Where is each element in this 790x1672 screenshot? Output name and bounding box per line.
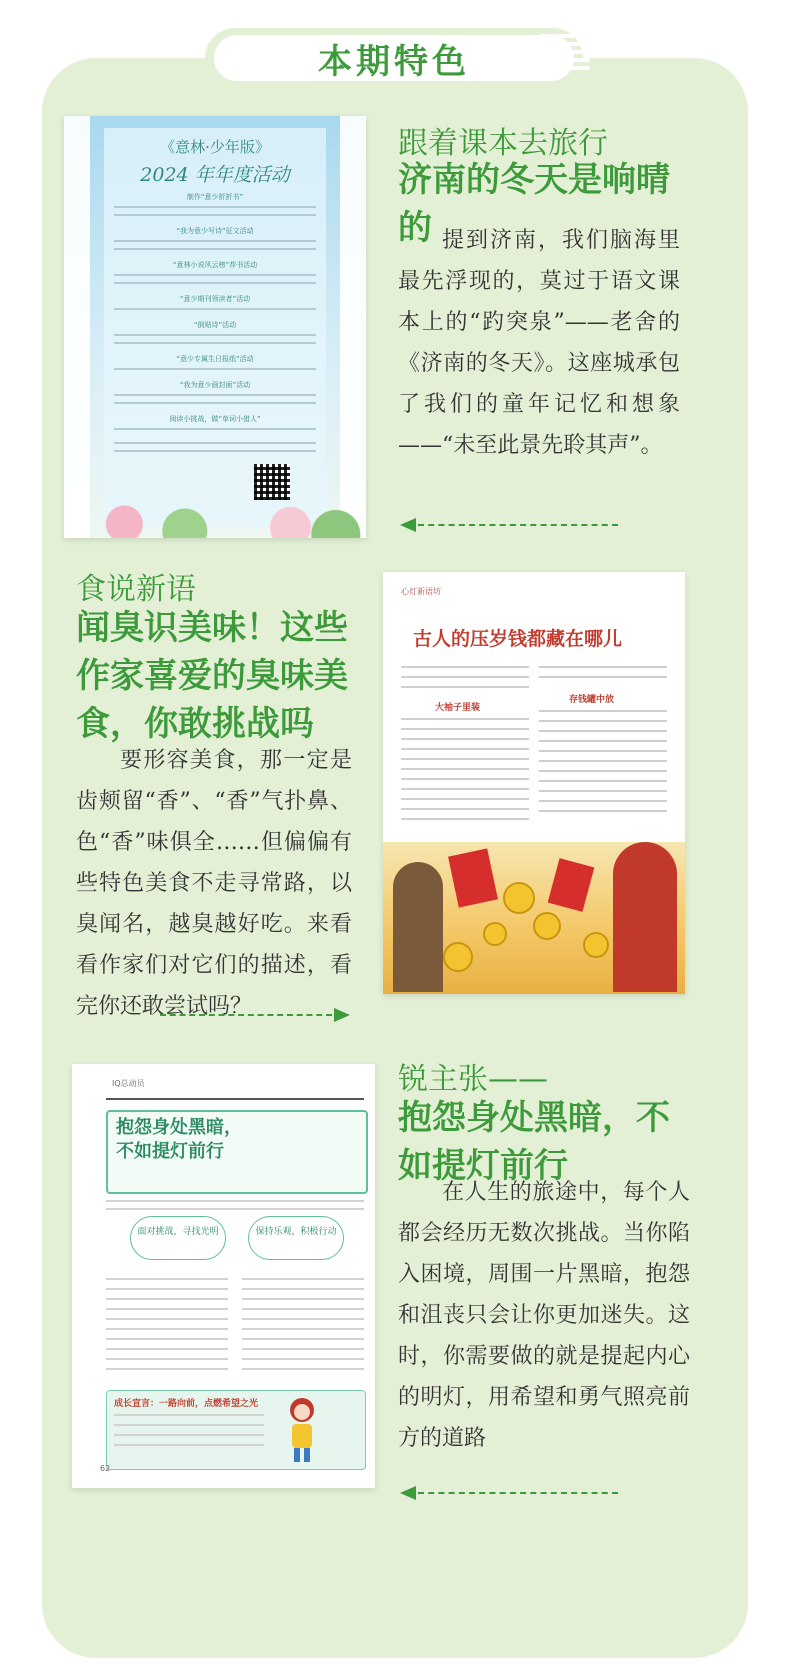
text-line (539, 740, 667, 742)
poster-item: 制作“意少折折书” (186, 193, 244, 201)
poster-text-line (114, 274, 316, 276)
page3-title (116, 1116, 242, 1164)
text-line (242, 1278, 364, 1280)
text-line (539, 750, 667, 752)
text-line (114, 1424, 264, 1426)
text-line (242, 1308, 364, 1310)
poster-item: “倒贴诗”活动 (193, 321, 237, 329)
text-line (401, 686, 529, 688)
section2-kicker: 食说新语 (76, 572, 196, 607)
text-line (114, 1414, 264, 1416)
coin-icon (443, 942, 473, 972)
section3-kicker: 锐主张—— (398, 1062, 548, 1097)
coin-icon (583, 932, 609, 958)
text-line (539, 710, 667, 712)
text-line (242, 1348, 364, 1350)
text-line (242, 1338, 364, 1340)
text-line (401, 818, 529, 820)
text-line (106, 1208, 364, 1210)
arrow-right-icon[interactable] (160, 1008, 350, 1022)
title-pill (214, 35, 574, 81)
poster-text-line (114, 240, 316, 242)
text-line (539, 666, 667, 668)
text-line (106, 1098, 364, 1100)
section3-body: 在人生的旅途中，每个人都会经历无数次挑战。当你陷入困境，周围一片黑暗，抱怨和沮丧只会让你更加迷失。这时，你需要做的就是提起内心的明灯，用希望和勇气照亮前方的道路 (398, 1180, 690, 1451)
text-line (242, 1368, 364, 1370)
text-line (106, 1368, 228, 1370)
poster-item: “我为意少写诗”征文活动 (176, 227, 254, 235)
text-line (106, 1278, 228, 1280)
poster-text-line (114, 342, 316, 344)
arrow-left-icon[interactable] (400, 1486, 620, 1500)
magazine-header: 心灯新语坊 (401, 587, 441, 596)
magazine-image[interactable] (383, 572, 685, 994)
text-line (401, 778, 529, 780)
arrow-left-icon[interactable] (400, 518, 620, 532)
text-line (539, 790, 667, 792)
figure-illustration (393, 862, 443, 992)
coin-icon (483, 922, 507, 946)
poster-item: 阅读小挑战，做“单词小猎人” (169, 415, 261, 423)
text-line (114, 1444, 264, 1446)
text-line (106, 1338, 228, 1340)
text-line (401, 798, 529, 800)
text-line (106, 1348, 228, 1350)
text-line (242, 1318, 364, 1320)
text-line (539, 720, 667, 722)
magazine-page-image[interactable] (72, 1064, 375, 1488)
poster-text-line (114, 402, 316, 404)
text-line (114, 1434, 264, 1436)
section2-body: 要形容美食，那一定是齿颊留“香”、“香”气扑鼻、色“香”味俱全……但偏偏有些特色美食不走寻常路，以臭闻名，越臭越好吃。来看看作家们对它们的描述，看完你还敢尝试吗？ (76, 748, 352, 1019)
girl-with-flower-icon (280, 1394, 324, 1464)
poster-text-line (114, 450, 316, 452)
text-line (401, 808, 529, 810)
god-of-wealth-illustration (613, 842, 677, 992)
text-line (539, 676, 667, 678)
text-line (401, 718, 529, 720)
text-line (401, 738, 529, 740)
text-line (401, 758, 529, 760)
poster-item: “我为意少画封面”活动 (179, 381, 251, 389)
poster-image[interactable] (64, 116, 366, 538)
new-year-illustration (383, 842, 685, 994)
text-line (106, 1308, 228, 1310)
poster-text-line (114, 442, 316, 444)
section2-headline[interactable]: 闻臭识美味！这些作家喜爱的臭味美食，你敢挑战吗 (76, 608, 348, 744)
text-line (106, 1328, 228, 1330)
poster-text-line (114, 428, 316, 430)
section1-headline[interactable]: 济南的冬天是响晴的 (398, 160, 670, 248)
text-line (401, 676, 529, 678)
text-line (106, 1318, 228, 1320)
text-line (401, 666, 529, 668)
page3-bubble-left: 面对挑战，寻找光明 (130, 1216, 226, 1260)
poster-text-line (114, 206, 316, 208)
text-line (539, 730, 667, 732)
qr-code-icon (254, 464, 290, 500)
page3-title-line2: 不如提灯前行 (116, 1141, 224, 1162)
page3-title-line1: 抱怨身处黑暗， (116, 1117, 242, 1138)
poster-title-line2: 2024 年年度活动 (140, 164, 290, 186)
text-line (106, 1298, 228, 1300)
text-line (242, 1328, 364, 1330)
text-line (242, 1358, 364, 1360)
section1-body: 提到济南，我们脑海里最先浮现的，莫过于语文课本上的“趵突泉”——老舍的《济南的冬天》。这座城承包了我们的童年记忆和想象——“未至此景先聆其声”。 (398, 228, 680, 458)
text-line (539, 810, 667, 812)
text-line (401, 728, 529, 730)
magazine-title: 古人的压岁钱都藏在哪儿 (413, 628, 623, 650)
red-envelope-icon (548, 858, 595, 912)
text-line (401, 748, 529, 750)
section1-kicker: 跟着课本去旅行 (398, 126, 608, 161)
text-line (401, 788, 529, 790)
poster-text-line (114, 248, 316, 250)
text-line (106, 1200, 364, 1202)
page3-footer-title: 成长宣言：一路向前，点燃希望之光 (114, 1399, 259, 1409)
poster-text-line (114, 214, 316, 216)
poster-text-line (114, 282, 316, 284)
text-line (539, 800, 667, 802)
poster-text-line (114, 308, 316, 310)
poster-text-line (114, 368, 316, 370)
poster-text-line (114, 394, 316, 396)
magazine-tag-left: 大袖子里装 (435, 703, 481, 713)
section3-headline[interactable]: 抱怨身处黑暗，不如提灯前行 (398, 1098, 670, 1186)
poster-item: “意少专属生日报纸”活动 (176, 355, 254, 363)
coin-icon (503, 882, 535, 914)
text-line (106, 1288, 228, 1290)
poster-item: “意少期刊领读者”活动 (179, 295, 251, 303)
text-line (539, 760, 667, 762)
page-title: 本期特色 (318, 41, 470, 82)
magazine-tag-right: 存钱罐中放 (569, 695, 615, 705)
page3-header: IQ总动员 (112, 1079, 145, 1088)
red-envelope-icon (448, 848, 498, 907)
text-line (539, 770, 667, 772)
poster-item: “意林小说风云榜”荐书活动 (172, 261, 258, 269)
flower-decoration (64, 468, 366, 538)
text-line (242, 1288, 364, 1290)
text-line (106, 1358, 228, 1360)
poster-text-line (114, 334, 316, 336)
page-number: 62 (100, 1464, 111, 1473)
poster-title-line1: 《意林·少年版》 (160, 138, 270, 156)
stripes-decoration-icon (540, 34, 594, 80)
page3-bubble-right: 保持乐观，积极行动 (248, 1216, 344, 1260)
text-line (539, 780, 667, 782)
text-line (401, 768, 529, 770)
coin-icon (533, 912, 561, 940)
text-line (242, 1298, 364, 1300)
